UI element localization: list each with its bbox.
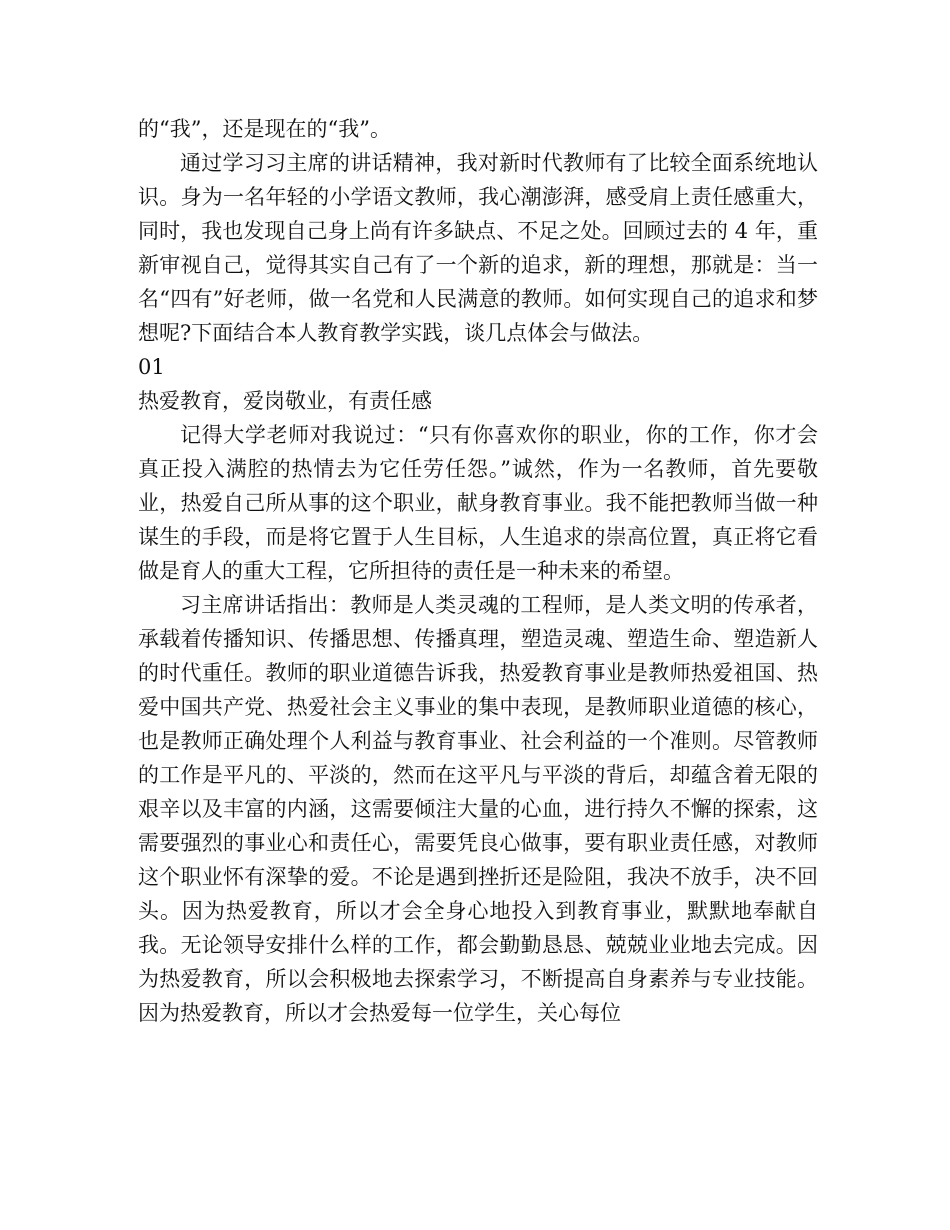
section-heading: 热爱教育，爱岗敬业，有责任感 bbox=[138, 389, 432, 413]
paragraph-continuation: 的“我”，还是现在的“我”。 bbox=[138, 117, 391, 141]
section-number: 01 bbox=[138, 355, 165, 379]
document-body bbox=[138, 112, 818, 1030]
paragraph-body: 记得大学老师对我说过：“只有你喜欢你的职业，你的工作，你才会真正投入满腔的热情去为它任劳任怨。”诚然，作为一名教师，首先要敬业，热爱自己所从事的这个职业，献身教育事业。我不能把教师当做一种谋生的手段，而是将它置于人生目标，人生追求的崇高位置，真正将它看做是育人的重大工程，它所担待的责任是一种未来的希望。 bbox=[138, 423, 818, 583]
paragraph-intro: 通过学习习主席的讲话精神，我对新时代教师有了比较全面系统地认识。身为一名年轻的小学语文教师，我心潮澎湃，感受肩上责任感重大，同时，我也发现自己身上尚有许多缺点、不足之处。回顾过去的 4 年，重新审视自己，觉得其实自己有了一个新的追求，新的理想，那就是：当一名“四有”好老师，做一名党和人民满意的教师。如何实现自己的追求和梦想呢?下面结合本人教育教学实践，谈几点体会与做法。 bbox=[138, 151, 818, 345]
paragraph-body: 习主席讲话指出：教师是人类灵魂的工程师，是人类文明的传承者，承载着传播知识、传播思想、传播真理，塑造灵魂、塑造生命、塑造新人的时代重任。教师的职业道德告诉我，热爱教育事业是教师热爱祖国、热爱中国共产党、热爱社会主义事业的集中表现，是教师职业道德的核心，也是教师正确处理个人利益与教育事业、社会利益的一个准则。尽管教师的工作是平凡的、平淡的，然而在这平凡与平淡的背后，却蕴含着无限的艰辛以及丰富的内涵，这需要倾注大量的心血，进行持久不懈的探索，这需要强烈的事业心和责任心，需要凭良心做事，要有职业责任感，对教师这个职业怀有深挚的爱。不论是遇到挫折还是险阻，我决不放手，决不回头。因为热爱教育，所以才会全身心地投入到教育事业，默默地奉献自我。无论领导安排什么样的工作，都会勤勤恳恳、兢兢业业地去完成。因为热爱教育，所以会积极地去探索学习，不断提高自身素养与专业技能。因为热爱教育，所以才会热爱每一位学生，关心每位 bbox=[138, 593, 818, 1025]
